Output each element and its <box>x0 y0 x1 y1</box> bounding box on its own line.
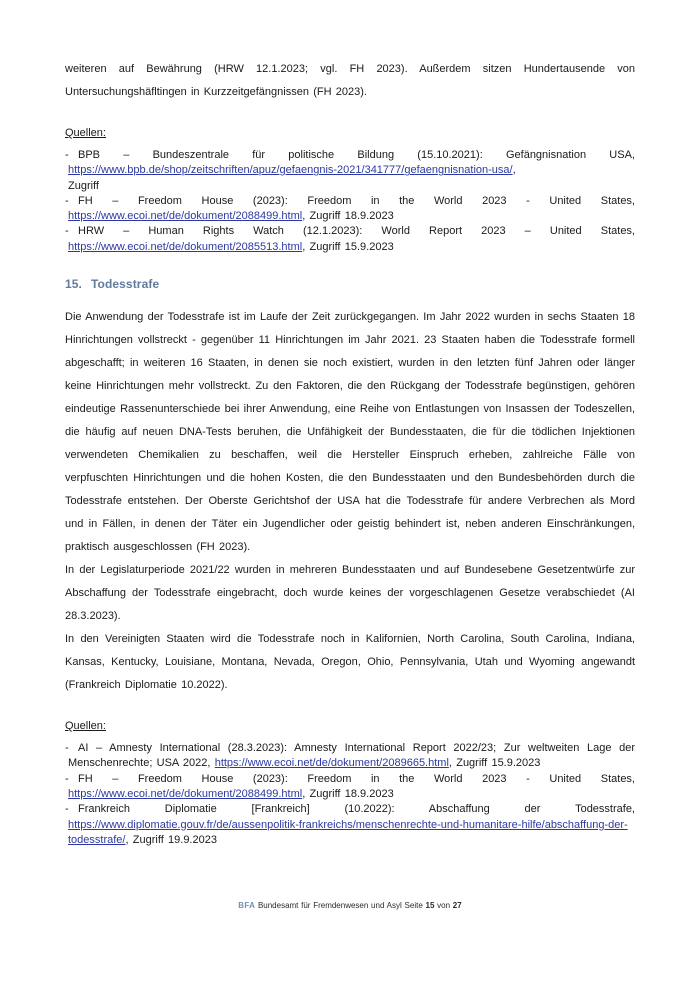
source-item-ai <box>65 741 635 772</box>
sources-section-2 <box>65 716 635 734</box>
source-link[interactable]: https://www.ecoi.net/de/dokument/2085513.html <box>68 240 303 253</box>
footer-seite-label: Seite <box>404 901 423 910</box>
source-item-fh2 <box>65 772 635 803</box>
source-link[interactable]: https://www.ecoi.net/de/dokument/2088499.html <box>68 787 303 800</box>
bullet-dash: - <box>65 742 69 755</box>
bullet-dash: - <box>65 149 69 161</box>
bullet-dash: - <box>65 803 69 816</box>
source-list-1 <box>65 148 635 255</box>
sources-section-1 <box>65 123 635 141</box>
source-text: Frankreich Diplomatie [Frankreich] (10.2022): Abschaffung der Todesstrafe, <box>78 803 635 816</box>
source-text: , Zugriff 15.9.2023 <box>302 240 394 253</box>
source-text: , Zugriff 18.9.2023 <box>302 787 394 800</box>
footer-von-label: von <box>437 901 451 910</box>
body-paragraph: In der Legislaturperiode 2021/22 wurden in mehreren Bundesstaaten und auf Bundesebene Gesetzentwürfe zur Abschaffung der Todesstrafe eingebracht, doch wurde keines der vorgeschlagenen Gesetze verabschiedet (AI 28.3.2023). <box>65 564 635 623</box>
source-text: , <box>512 164 516 177</box>
source-text: HRW – Human Rights Watch (12.1.2023): World Report 2023 – United States, <box>78 225 635 238</box>
source-link[interactable]: https://www.bpb.de/shop/zeitschriften/apuz/gefaengnis-2021/341777/gefaengnisnation-usa/ <box>68 164 513 177</box>
source-link[interactable]: https://www.ecoi.net/de/dokument/2089665.html <box>214 757 449 770</box>
page-footer <box>0 901 700 910</box>
footer-page-number: 15 <box>425 901 435 910</box>
body-paragraph: Die Anwendung der Todesstrafe ist im Laufe der Zeit zurückgegangen. Im Jahr 2022 wurden in sechs Staaten 18 Hinrichtungen vollstreckt - gegenüber 11 Hinrichtungen im Jahr 2021. 23 Staaten haben die Todesstrafe formell abgeschafft; in weiteren 16 Staaten, in denen sie noch existiert, wurden in den letzten fünf Jahren oder länger keine Hinrichtungen mehr vollstreckt. Zu den Faktoren, die den Rückgang der Todesstrafe begünstigen, gehören eindeutige Rassenunterschiede bei ihrer Anwendung, eine Reihe von Entlastungen von Insassen der Todeszellen, die häufig auf neuen DNA-Tests beruhen, die Unfähigkeit der Bundesstaaten, die für die tödlichen Injektionen verwendeten Chemikalien zu beschaffen, weil die Hersteller Einspruch erheben, zahlreiche Fälle von verpfuschten Hinrichtungen und die hohen Kosten, die den Bundesstaaten und den Bundesbehörden durch die Todesstrafe entstehen. Der Oberste Gerichtshof der USA hat die Todesstrafe für andere Verbrechen als Mord und in Fällen, in denen der Täter ein Jugendlicher oder geistig behindert ist, neben anderen Einschränkungen, praktisch ausgeschlossen (FH 2023). <box>65 311 635 554</box>
intro-paragraph: weiteren auf Bewährung (HRW 12.1.2023; vgl. FH 2023). Außerdem sitzen Hundertausende von Untersuchungshäfltingen in Kurzzeitgefängnissen (FH 2023). <box>65 63 635 98</box>
footer-page-total: 27 <box>452 901 462 910</box>
source-text: , Zugriff 19.9.2023 <box>125 833 217 846</box>
source-text: , Zugriff 18.9.2023 <box>302 210 394 223</box>
bfa-logo: BFA <box>238 901 256 910</box>
section-number: 15. <box>65 277 82 292</box>
source-text: BPB – Bundeszentrale für politische Bildung (15.10.2021): Gefängnisnation USA, <box>78 149 635 161</box>
source-item-frankreich <box>65 802 635 848</box>
bullet-dash: - <box>65 772 69 785</box>
source-item-hrw <box>65 224 635 255</box>
bullet-dash: - <box>65 194 69 207</box>
sources-label: Quellen: <box>65 720 106 733</box>
bullet-dash: - <box>65 225 69 238</box>
sources-label: Quellen: <box>65 127 106 139</box>
source-item-fh <box>65 194 635 225</box>
source-list-2 <box>65 741 635 848</box>
source-text: FH – Freedom House (2023): Freedom in the World 2023 - United States, <box>78 772 635 785</box>
source-item-bpb <box>65 148 635 194</box>
section-body <box>65 306 635 697</box>
source-text: FH – Freedom House (2023): Freedom in the World 2023 - United States, <box>78 194 635 207</box>
source-text: Zugriff <box>68 179 99 192</box>
source-link[interactable]: https://www.ecoi.net/de/dokument/2088499.html <box>68 210 303 223</box>
body-paragraph: In den Vereinigten Staaten wird die Todesstrafe noch in Kalifornien, North Carolina, South Carolina, Indiana, Kansas, Kentucky, Louisiane, Montana, Nevada, Oregon, Ohio, Pennsylvania, Utah und Wyoming angewandt (Frankreich Diplomatie 10.2022). <box>65 633 635 692</box>
source-link[interactable]: https://www.diplomatie.gouv.fr/de/aussenpolitik-frankreichs/menschenrechte-und-humanitare-hilfe/abschaffung-der-todesstrafe/ <box>68 818 628 846</box>
section-heading <box>65 277 635 291</box>
footer-org: Bundesamt für Fremdenwesen und Asyl <box>257 901 402 910</box>
source-text: AI – Amnesty International (28.3.2023): Amnesty International Report 2022/23; Zur weltweiten Lage der Menschenrechte; USA 2022, <box>68 742 635 770</box>
source-text: , Zugriff 15.9.2023 <box>448 757 541 770</box>
section-title: Todesstrafe <box>90 277 160 292</box>
